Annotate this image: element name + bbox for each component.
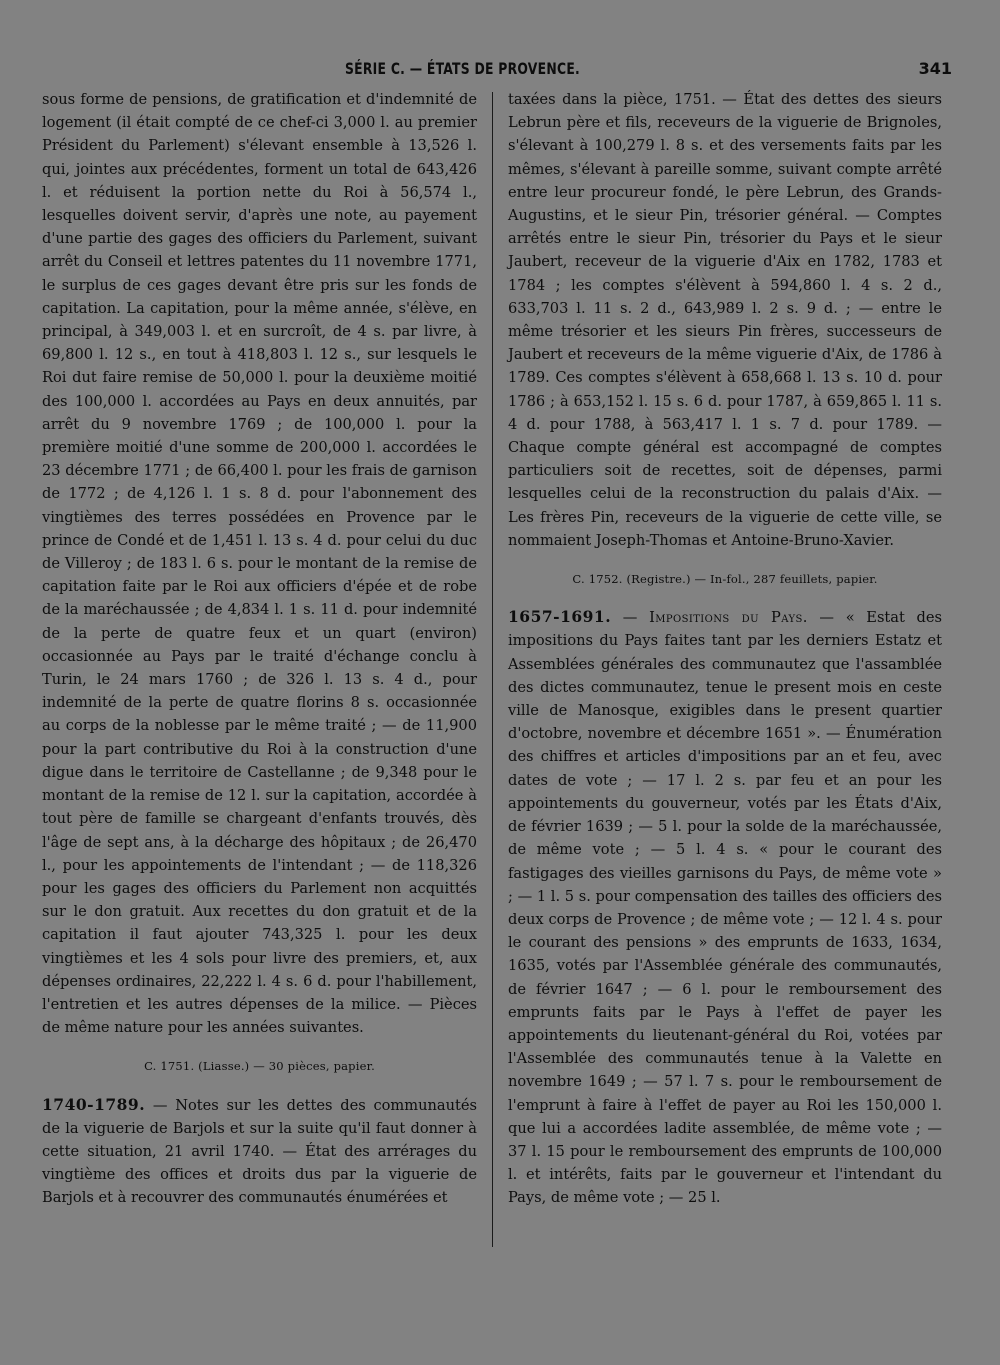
entry-paragraph: 1657-1691. — Impositions du Pays. — « Estat des impositions du Pays faites tant par les derniers Estatz et Assemblées générales des communautez que l'assamblée des dictes communautez, tenue le present mois en ceste ville de Manosque, exigibles dans le present quartier d'octobre, novembre et décembre 1651 ». — Énumération des chiffres et articles d'impositions par an et feu, avec dates de vote ; — 17 l. 2 s. par feu et an pour les appointements du gouverneur, votés par les États d'Aix, de février 1639 ; — 5 l. pour la solde de la maréchaussée, de même vote ; — 5 l. 4 s. « pour le courant des fastigages des vieilles garnisons du Pays, de même vote » ; — 1 l. 5 s. pour compensation des tailles des officiers des deux corps de Provence ; de même vote ; — 12 l. 4 s. pour le courant des pensions » des emprunts de 1633, 1634, 1635, votés par l'Assemblée générale des communautés, de février 1647 ; — 6 l. pour le remboursement des emprunts faits par le Pays à l'effet de payer les appointements du lieutenant-général du Roi, votées par l'Assemblée des communautés tenue à la Valette en novembre 1649 ; — 57 l. 7 s. pour le remboursement de l'emprunt à faire à l'effet de payer au Roi les 150,000 l. que lui a accordées ladite assemblée, de même vote ; — 37 l. 15 pour le remboursement des emprunts de 100,000 l. et intérêts, faits par le gouverneur et l'intendant du Pays, de même vote ; — 25 l.	[508, 607, 943, 1207]
running-title: SÉRIE C. — ÉTATS DE PROVENCE.	[345, 59, 581, 78]
left-column	[42, 88, 477, 1210]
paragraph: taxées dans la pièce, 1751. — État des dettes des sieurs Lebrun père et fils, receveurs de la viguerie de Brignoles, s'élevant à 100,279 l. 8 s. et des versements faits par les mêmes, s'élevant à pareille somme, suivant compte arrêté entre leur procureur fondé, le père Lebrun, des Grands-Augustins, et le sieur Pin, trésorier général. — Comptes arrêtés entre le sieur Pin, trésorier du Pays et le sieur Jaubert, receveur de la viguerie d'Aix en 1782, 1783 et 1784 ; les comptes s'élèvent à 594,860 l. 4 s. 2 d., 633,703 l. 11 s. 2 d., 643,989 l. 2 s. 9 d. ; — entre le même trésorier et les sieurs Pin frères, successeurs de Jaubert et receveurs de la même viguerie d'Aix, de 1786 à 1789. Ces comptes s'élèvent à 658,668 l. 13 s. 10 d. pour 1786 ; à 653,152 l. 15 s. 6 d. pour 1787, à 659,865 l. 11 s. 4 d. pour 1788, à 563,417 l. 1 s. 7 d. pour 1789. — Chaque compte général est accompagné de comptes particuliers soit de recettes, soit de dépenses, parmi lesquelles celui de la reconstruction du palais d'Aix. — Les frères Pin, receveurs de la viguerie de cette ville, se nommaient Joseph-Thomas et Antoine-Bruno-Xavier.	[508, 91, 942, 549]
right-column	[508, 88, 942, 1210]
archival-citation: C. 1752. (Registre.) — In-fol., 287 feuillets, papier.	[572, 572, 878, 587]
entry-date: 1740-1789.	[42, 1094, 146, 1114]
column-divider	[492, 92, 493, 1247]
page-number: 341	[918, 59, 952, 78]
entry-text: — Notes sur les dettes des communautés de la viguerie de Barjols et sur la suite qu'il faut donner à cette situation, 21 avril 1740. — État des arrérages du vingtième des offices et droits dus par la viguerie de Barjols et à recouvrer des communautés énumérées et	[42, 1096, 478, 1207]
archival-citation: C. 1751. (Liasse.) — 30 pièces, papier.	[144, 1059, 375, 1074]
paragraph: sous forme de pensions, de gratification et d'indemnité de logement (il était compté de ce chef-ci 3,000 l. au premier Président du Parlement) s'élevant ensemble à 13,526 l. qui, jointes aux précédentes, forment un total de 643,426 l. et réduisent la portion nette du Roi à 56,574 l., lesquelles doivent servir, d'après une note, au payement d'une partie des gages des officiers du Parlement, suivant arrêt du Conseil et lettres patentes du 11 novembre 1771, le surplus de ces gages devant être pris sur les fonds de capitation. La capitation, pour la même année, s'élève, en principal, à 349,003 l. et en surcroît, de 4 s. par livre, à 69,800 l. 12 s., en tout à 418,803 l. 12 s., sur lesquels le Roi dut faire remise de 50,000 l. pour la deuxième moitié des 100,000 l. accordées au Pays en deux annuités, par arrêt du 9 novembre 1769 ; de 100,000 l. pour la première moitié d'une somme de 200,000 l. accordées le 23 décembre 1771 ; de 66,400 l. pour les frais de garnison de 1772 ; de 4,126 l. 1 s. 8 d. pour l'abonnement des vingtièmes des terres possédées en Provence par le prince de Condé et de 1,451 l. 13 s. 4 d. pour celui du duc de Villeroy ; de 183 l. 6 s. pour le montant de la remise de capitation faite par le Roi aux officiers d'épée et de robe de la maréchaussée ; de 4,834 l. 1 s. 11 d. pour indemnité de la perte de quatre feux et un quart (environ) occasionnée au Pays par le traité d'échange conclu à Turin, le 24 mars 1760 ; de 326 l. 13 s. 4 d., pour indemnité de la perte de quatre florins 8 s. occasionnée au corps de la noblesse par le même traité ; — de 11,900 pour la part contributive du Roi à la construction d'une digue dans le territoire de Castellanne ; de 9,348 pour le montant de la remise de 12 l. sur la capitation, accordée à tout père de famille se chargeant d'enfants trouvés, dès l'âge de sept ans, à la décharge des hôpitaux ; de 26,470 l., pour les appointements de l'intendant ; — de 118,326 pour les gages des officiers du Parlement non acquittés sur le don gratuit. Aux recettes du don gratuit et de la capitation il faut ajouter 743,325 l. pour les deux vingtièmes et les 4 sols pour livre des premiers, et, aux dépenses ordinaires, 22,222 l. 4 s. 6 d. pour l'habillement, l'entretien et les autres dépenses de la milice. — Pièces de même nature pour les années suivantes.	[42, 91, 477, 1037]
page-header	[0, 56, 1000, 86]
entry-date: 1657-1691.	[508, 607, 612, 627]
entry-heading: Impositions du Pays.	[649, 609, 808, 627]
entry-text: — « Estat des impositions du Pays faites tant par les derniers Estatz et Assemblées générales des communautez que l'assamblée des dictes communautez, tenue le present mois en ceste ville de Manosque, exigibles dans le present quartier d'octobre, novembre et décembre 1651 ». — Énumération des chiffres et articles d'impositions par an et feu, avec dates de vote ; — 17 l. 2 s. par feu et an pour les appointements du gouverneur, votés par les États d'Aix, de février 1639 ; — 5 l. pour la solde de la maréchaussée, de même vote ; — 5 l. 4 s. « pour le courant des fastigages des vieilles garnisons du Pays, de même vote » ; — 1 l. 5 s. pour compensation des tailles des officiers des deux corps de Provence ; de même vote ; — 12 l. 4 s. pour le courant des pensions » des emprunts de 1633, 1634, 1635, votés par l'Assemblée générale des communautés, de février 1647 ; — 6 l. pour le remboursement des emprunts faits par le Pays à l'effet de payer les appointements du lieutenant-général du Roi, votées par l'Assemblée des communautés tenue à la Valette en novembre 1649 ; — 57 l. 7 s. pour le remboursement de l'emprunt à faire à l'effet de payer au Roi les 150,000 l. que lui a accordées ladite assemblée, de même vote ; — 37 l. 15 pour le remboursement des emprunts de 100,000 l. et intérêts, faits par le gouverneur et l'intendant du Pays, de même vote ; — 25 l.	[508, 609, 943, 1207]
entry-paragraph	[42, 1093, 477, 1210]
